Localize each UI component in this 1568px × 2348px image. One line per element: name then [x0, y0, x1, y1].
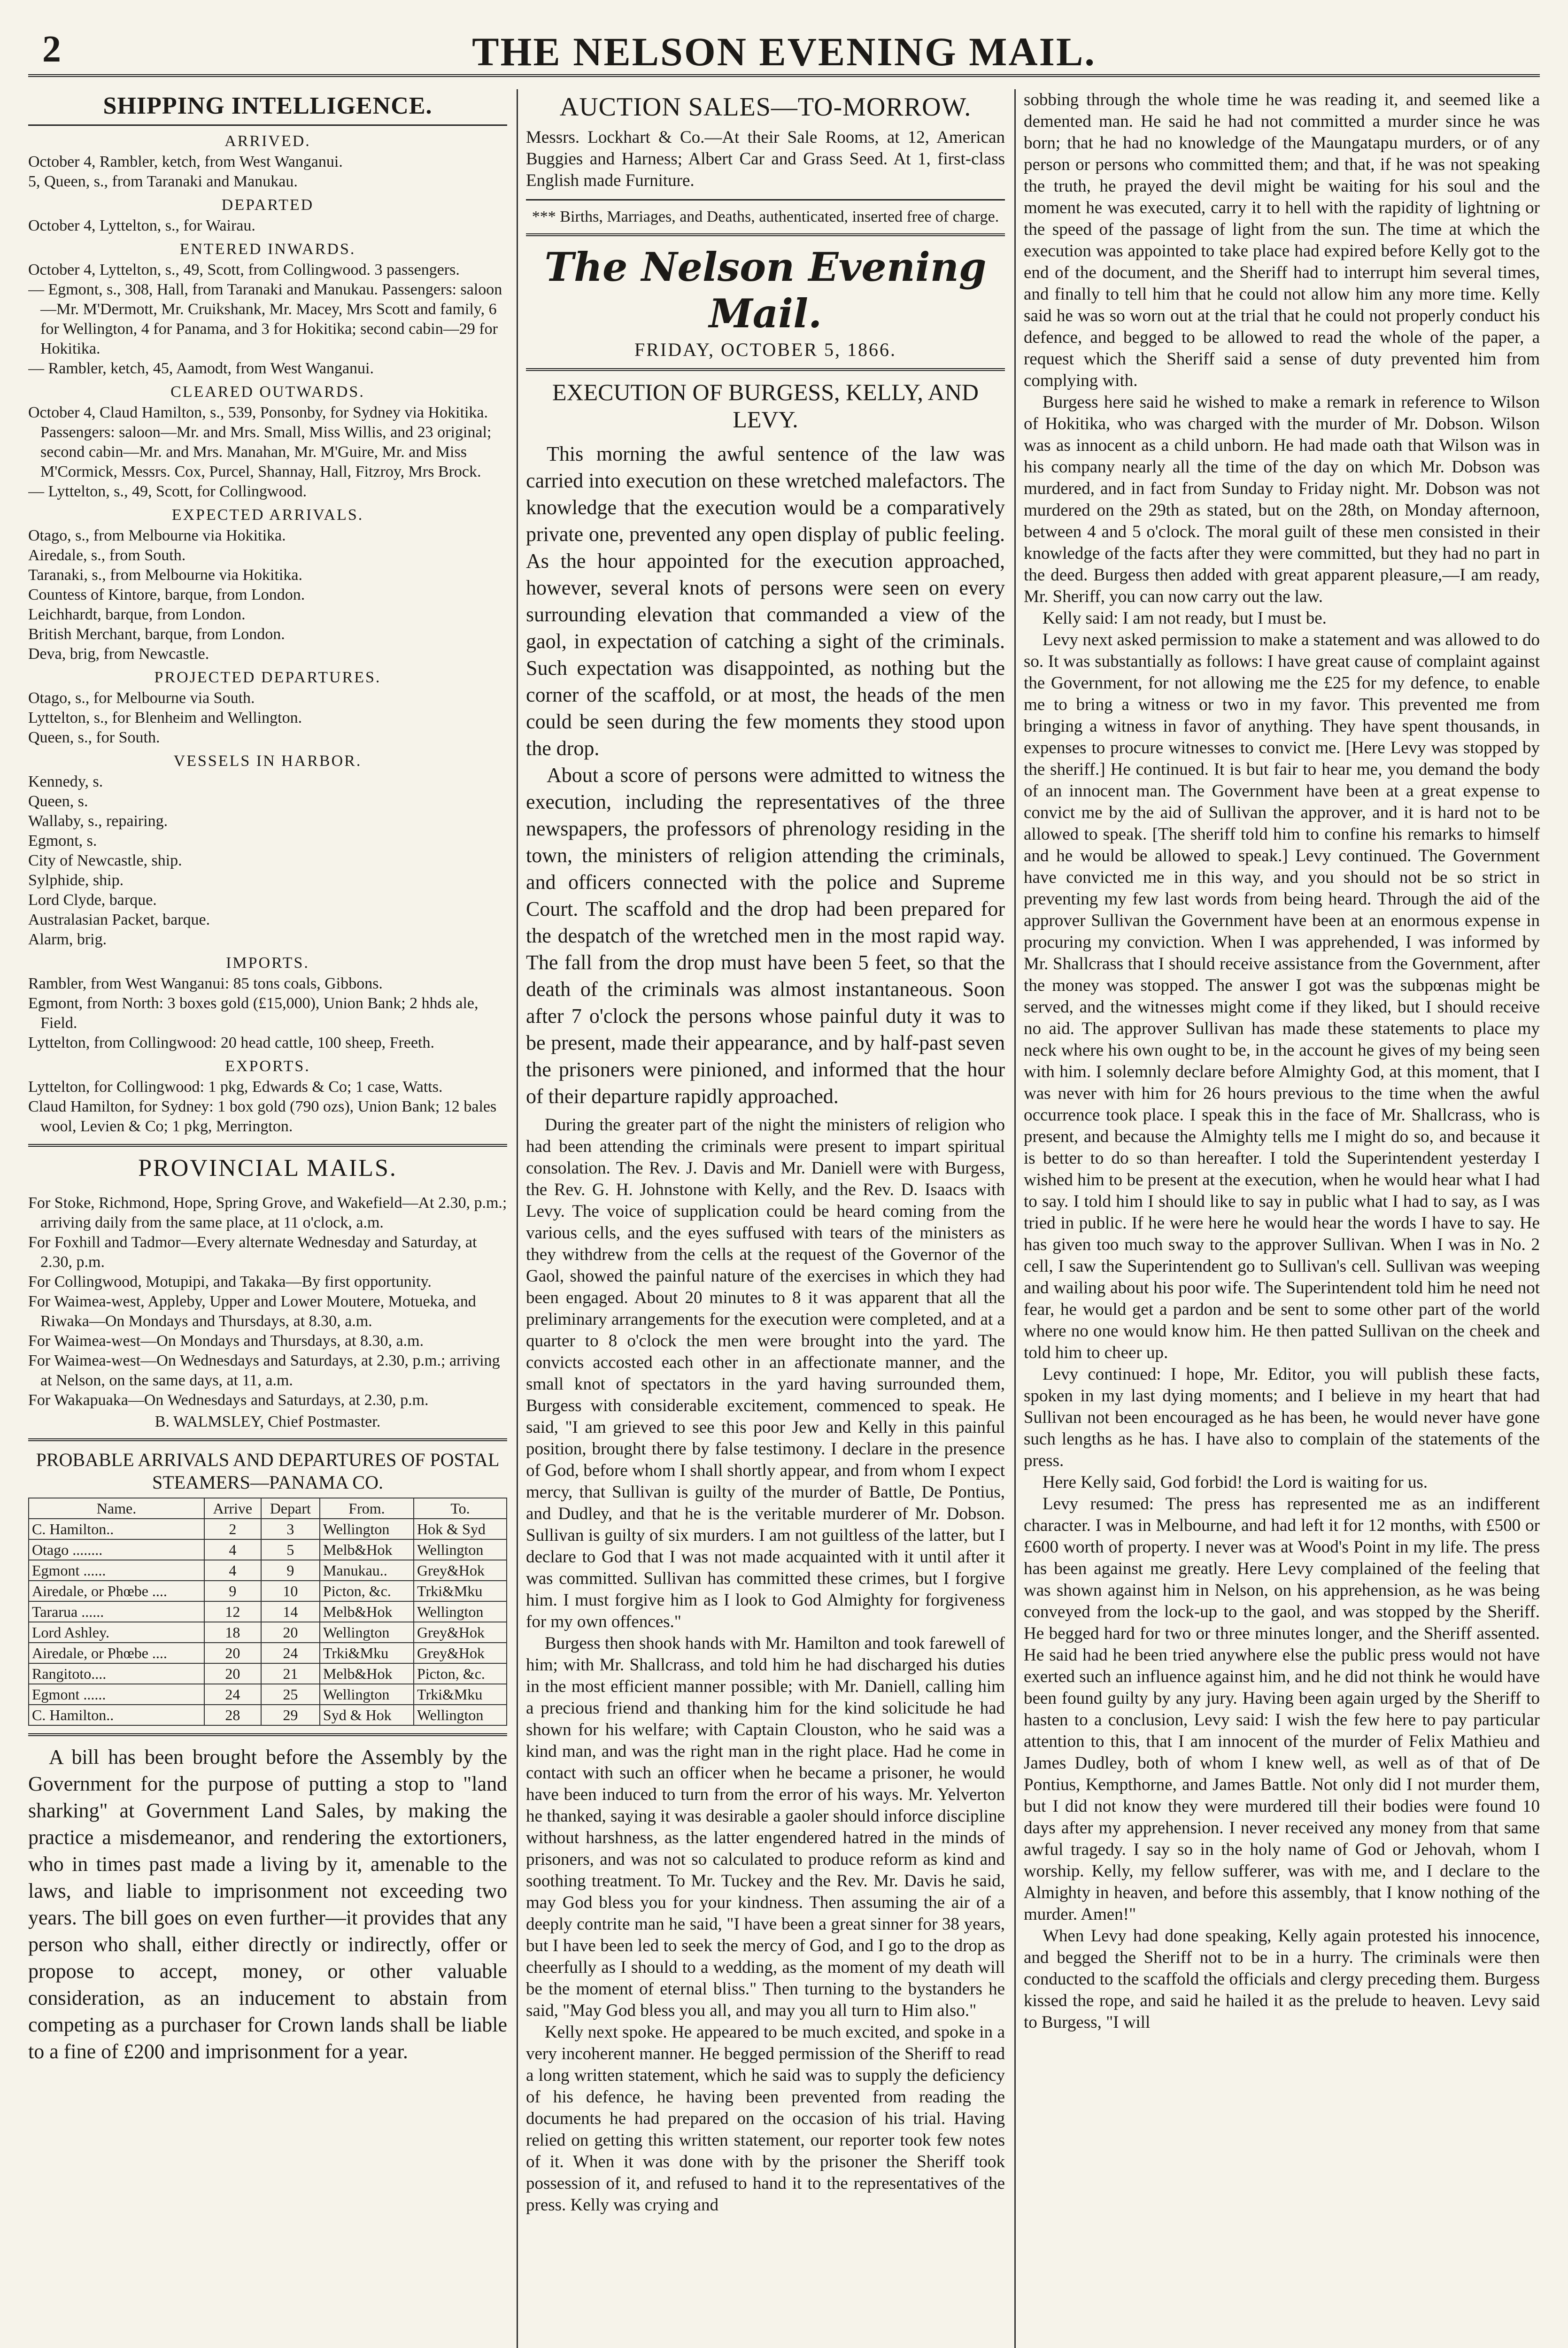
shipping-subheading: CLEARED OUTWARDS.: [170, 383, 365, 401]
mail-entry: For Collingwood, Motupipi, and Takaka—By first opportunity.: [28, 1273, 432, 1290]
table-cell: Grey&Hok: [414, 1560, 507, 1581]
shipping-entry: Queen, s.: [28, 793, 88, 810]
table-header: To.: [414, 1498, 507, 1519]
table-row: [29, 1705, 507, 1725]
mails-list: [28, 1193, 507, 1410]
shipping-entry: — Rambler, ketch, 45, Aamodt, from West Wanganui.: [28, 360, 374, 377]
article-paragraph: Kelly said: I am not ready, but I must be.: [1043, 609, 1327, 628]
postmaster: B. WALMSLEY, Chief Postmaster.: [154, 1413, 381, 1430]
section-divider: [28, 1144, 507, 1147]
arrivals-table-title: PROBABLE ARRIVALS AND DEPARTURES OF POSTAL STEAMERS—PANAMA CO.: [36, 1449, 500, 1493]
shipping-entry: Egmont, from North: 3 boxes gold (£15,000), Union Bank; 2 hhds ale, Field.: [28, 995, 479, 1032]
table-cell: Otago ........: [29, 1539, 204, 1560]
article-paragraph: Levy resumed: The press has represented me as an indifferent character. I was in Melbourne, and had left it for 12 months, with £500 or £600 worth of property. I never was at Wood's Point in my life. The press has been against me greatly. Here Levy complained of the feeling that was shown against him in Nelson, on his apprehension, as he was being conveyed from the lock-up to the gaol, and was stopped by the Sheriff. He begged hard for two or three minutes longer, and the Sheriff assented. He said had he been tried anywhere else the public press would not have exerted such an influence against him, and he did not think he would have been found guilty by any jury. Having been again urged by the Sheriff to hasten to a conclusion, Levy said: I wish the few here to pay particular attention to this, that I am innocent of the murder of Felix Mathieu and James Dudley, both of whom I knew well, as well as of that of De Pontius, Kempthorne, and James Battle. Not only did I not murder them, but I did not know they were murdered till their bodies were found 10 days after my apprehension. I never received any money from that same awful tragedy. I say so in the holy name of God or Jehovah, whom I worship. Kelly, my fellow sufferer, was with me, and I declare to the Almighty in heaven, and before this assembly, that I know nothing of the murder. Amen!": [1024, 1494, 1540, 1924]
masthead-title: THE NELSON EVENING MAIL.: [472, 29, 1096, 74]
table-row: [29, 1601, 507, 1622]
table-header: Arrive: [204, 1498, 261, 1519]
table-cell: Egmont ......: [29, 1684, 204, 1705]
table-cell: 20: [261, 1622, 320, 1643]
table-cell: Grey&Hok: [414, 1622, 507, 1643]
table-cell: Hok & Syd: [414, 1519, 507, 1539]
shipping-entry: City of Newcastle, ship.: [28, 852, 182, 869]
mail-entry: For Stoke, Richmond, Hope, Spring Grove, and Wakefield—At 2.30, p.m.; arriving daily from the same place, at 11 o'clock, a.m.: [28, 1194, 507, 1231]
section-divider: [526, 368, 1005, 371]
shipping-entry: Otago, s., for Melbourne via South.: [28, 689, 255, 707]
shipping-entry: Alarm, brig.: [28, 931, 107, 948]
table-cell: 2: [204, 1519, 261, 1539]
shipping-entry: Countess of Kintore, barque, from London.: [28, 586, 305, 603]
table-cell: 5: [261, 1539, 320, 1560]
land-sharking-article: A bill has been brought before the Assembly by the Government for the purpose of putting a stop to "land sharking" at Government Land Sales, by making the practice a misdemeanor, and rendering the extortioners, who in times past made a living by it, amenable to the laws, and liable to imprisonment not exceeding two years. The bill goes on even further—it provides that any person who shall, either directly or indirectly, offer or propose to accept, money, or other valuable consideration, as an inducement to abstain from competing as a purchaser for Crown lands shall be liable to a fine of £200 and imprisonment for a year.: [28, 1746, 507, 2063]
table-cell: Syd & Hok: [320, 1705, 414, 1725]
shipping-entry: October 4, Claud Hamilton, s., 539, Ponsonby, for Sydney via Hokitika. Passengers: saloon—Mr. and Mrs. Small, Miss Willis, and 23 original; second cabin—Mr. and Mrs. Manahan, Mr. M'Guire, Mr. and Miss M'Cormick, Messrs. Cox, Purcel, Shannay, Hall, Fitzroy, Mrs Brock.: [28, 404, 492, 480]
shipping-subheading: ARRIVED.: [224, 132, 311, 150]
column-divider: [1014, 89, 1016, 2348]
table-cell: Melb&Hok: [320, 1663, 414, 1684]
shipping-entry: Otago, s., from Melbourne via Hokitika.: [28, 527, 286, 544]
article-paragraph: When Levy had done speaking, Kelly again protested his innocence, and begged the Sheriff not to be in a hurry. The criminals were then conducted to the scaffold the officials and clergy preceding them. Burgess kissed the rope, and said he hailed it as the prelude to heaven. Levy said to Burgess, "I will: [1024, 1926, 1540, 2032]
shipping-entry: October 4, Rambler, ketch, from West Wanganui.: [28, 153, 343, 170]
table-cell: 9: [204, 1581, 261, 1601]
table-cell: Melb&Hok: [320, 1539, 414, 1560]
shipping-entry: British Merchant, barque, from London.: [28, 626, 285, 643]
table-cell: 28: [204, 1705, 261, 1725]
shipping-entry: October 4, Lyttelton, s., for Wairau.: [28, 217, 255, 234]
shipping-entry: Australasian Packet, barque.: [28, 911, 210, 928]
table-cell: Picton, &c.: [320, 1581, 414, 1601]
shipping-subheading: EXPECTED ARRIVALS.: [171, 506, 364, 524]
auction-title: AUCTION SALES—TO-MORROW.: [559, 93, 972, 122]
table-cell: Rangitoto....: [29, 1663, 204, 1684]
article-paragraph: During the greater part of the night the ministers of religion who had been attending the criminals were present to impart spiritual consolation. The Rev. J. Davis and Mr. Daniell were with Burgess, the Rev. G. H. Johnstone with Kelly, and the Rev. D. Isaacs with Levy. The voice of supplication could be heard coming from the various cells, and the eyes suffused with tears of the ministers as they withdrew from the cells at the request of the Governor of the Gaol, showed the painful nature of the exercises in which they had been engaged. About 20 minutes to 8 it was apparent that all the preliminary arrangements for the execution were completed, and at a quarter to 8 o'clock the men were brought into the yard. The convicts accosted each other in an affectionate manner, and the small knot of spectators in the yard having surrounded them, Burgess with considerable excitement, commenced to speak. He said, "I am grieved to see this poor Jew and Kelly in this painful position, brought there by false testimony. I declare in the presence of God, before whom I shall shortly appear, and from whom I expect mercy, that Sullivan is guilty of the murder of Battle, De Pontius, and Dudley, and that he is the veritable murderer of Mr. Dobson. Sullivan is guilty of six murders. I am not guiltless of the latter, but I declare to God that I was not made acquainted with it until after it was committed. Sullivan has committed these crimes, but I forgive him. I must forgive him as I look to God Almighty for forgiveness for my own offences.": [526, 1115, 1005, 1631]
mail-entry: For Foxhill and Tadmor—Every alternate Wednesday and Saturday, at 2.30, p.m.: [28, 1234, 477, 1271]
table-row: [29, 1643, 507, 1663]
shipping-entry: — Lyttelton, s., 49, Scott, for Collingwood.: [28, 483, 307, 500]
shipping-subheading: PROJECTED DEPARTURES.: [154, 669, 381, 686]
article-paragraph: Kelly next spoke. He appeared to be much excited, and spoke in a very incoherent manner. He begged permission of the Sheriff to read a long written statement, which he said was to supply the deficiency of his defence, he having been prevented from reading the documents he had prepared on the occasion of his trial. Having relied on getting this written statement, our reporter took few notes of it. When it was done with by the prisoner the Sheriff took possession of it, and refused to hand it to the representatives of the press. Kelly was crying and: [526, 2023, 1005, 2215]
mail-entry: For Waimea-west—On Mondays and Thursdays, at 8.30, a.m.: [28, 1332, 424, 1350]
table-cell: Airedale, or Phœbe ....: [29, 1581, 204, 1601]
table-cell: Manukau..: [320, 1560, 414, 1581]
table-cell: 21: [261, 1663, 320, 1684]
table-cell: 4: [204, 1539, 261, 1560]
notice: *** Births, Marriages, and Deaths, authenticated, inserted free of charge.: [532, 208, 999, 225]
shipping-entry: Lyttelton, s., for Blenheim and Wellington.: [28, 709, 302, 726]
section-divider: [526, 233, 1005, 236]
shipping-subheading: DEPARTED: [221, 196, 314, 214]
section-divider: [526, 199, 1005, 201]
table-header-row: [29, 1498, 507, 1519]
execution-article-column-3: [1024, 89, 1540, 2033]
table-cell: 9: [261, 1560, 320, 1581]
table-cell: 4: [204, 1560, 261, 1581]
table-cell: Tararua ......: [29, 1601, 204, 1622]
mail-entry: For Wakapuaka—On Wednesdays and Saturdays, at 2.30, p.m.: [28, 1391, 429, 1409]
article-paragraph: About a score of persons were admitted to witness the execution, including the representatives of the three newspapers, the professors of phrenology residing in the town, the ministers of religion attending the criminals, and officers connected with the police and Supreme Court. The scaffold and the drop had been prepared for the despatch of the wretched men in the most rapid way. The fall from the drop must have been 5 feet, so that the death of the criminals was almost instantaneous. Soon after 7 o'clock the persons whose painful duty it was to be present, made their appearance, and by half-past seven the prisoners were pinioned, and informed that the hour of their departure rapidly approached.: [526, 764, 1005, 1108]
column-3: [1024, 89, 1540, 2348]
table-cell: Wellington: [320, 1622, 414, 1643]
article-paragraph: Burgess then shook hands with Mr. Hamilton and took farewell of him; with Mr. Shallcrass, and told him he had discharged his duties in the most efficient manner possible; with Mr. Daniell, calling him a precious friend and thanking him for the kind solicitude he had shown for his welfare; with Captain Clouston, who he said was a kind man, and was the right man in the right place. Had he come in contact with such an officer when he became a prisoner, he would have been induced to turn from the error of his ways. Mr. Yelverton he thanked, saying it was desirable a gaoler should inforce discipline without harshness, as the latter engendered hatred in the minds of prisoners, and was not so calculated to produce reform as kind and soothing treatment. To Mr. Tuckey and the Rev. Mr. Davis he said, may God bless you for your kindness. Then assuming the air of a deeply contrite man he said, "I have been a great sinner for 38 years, but I have been led to seek the mercy of God, and I go to the drop as cheerfully as I should to a wedding, as the moment of my death will be the moment of eternal bliss." Then turning to the bystanders he said, "May God bless you all, and may you all turn to Him also.": [526, 1634, 1005, 2020]
mails-title: PROVINCIAL MAILS.: [138, 1155, 397, 1182]
table-cell: 25: [261, 1684, 320, 1705]
shipping-title: SHIPPING INTELLIGENCE.: [28, 92, 507, 126]
shipping-entry: Sylphide, ship.: [28, 872, 124, 889]
shipping-entry: Leichhardt, barque, from London.: [28, 606, 246, 623]
arrivals-table: [28, 1498, 507, 1726]
shipping-subheading: EXPORTS.: [225, 1058, 310, 1075]
table-cell: Trki&Mku: [320, 1643, 414, 1663]
table-cell: Egmont ......: [29, 1560, 204, 1581]
shipping-subheading: VESSELS IN HARBOR.: [173, 752, 362, 770]
table-cell: Wellington: [414, 1539, 507, 1560]
section-divider: [28, 1438, 507, 1441]
paper-title: The Nelson Evening Mail.: [544, 244, 987, 337]
shipping-entry: Kennedy, s.: [28, 773, 103, 790]
page-number: 2: [42, 29, 61, 70]
auction-text: Messrs. Lockhart & Co.—At their Sale Rooms, at 12, American Buggies and Harness; Albert Car and Grass Seed. At 1, first-class English made Furniture.: [526, 128, 1005, 190]
shipping-entry: Deva, brig, from Newcastle.: [28, 645, 209, 663]
table-cell: 20: [204, 1663, 261, 1684]
table-header: Name.: [29, 1498, 204, 1519]
table-row: [29, 1519, 507, 1539]
shipping-entry: Egmont, s.: [28, 832, 97, 850]
table-row: [29, 1684, 507, 1705]
table-cell: C. Hamilton..: [29, 1705, 204, 1725]
table-header: Depart: [261, 1498, 320, 1519]
mail-entry: For Waimea-west, Appleby, Upper and Lower Moutere, Motueka, and Riwaka—On Mondays and Thursdays, at 8.30, a.m.: [28, 1293, 476, 1330]
shipping-entry: Taranaki, s., from Melbourne via Hokitika.: [28, 566, 302, 584]
table-cell: 12: [204, 1601, 261, 1622]
shipping-entry: Lyttelton, for Collingwood: 1 pkg, Edwards & Co; 1 case, Watts.: [28, 1078, 443, 1096]
table-cell: Wellington: [414, 1601, 507, 1622]
table-header: From.: [320, 1498, 414, 1519]
table-cell: 20: [204, 1643, 261, 1663]
table-cell: Melb&Hok: [320, 1601, 414, 1622]
table-cell: Wellington: [414, 1705, 507, 1725]
table-row: [29, 1622, 507, 1643]
table-cell: C. Hamilton..: [29, 1519, 204, 1539]
table-row: [29, 1539, 507, 1560]
shipping-entry: 5, Queen, s., from Taranaki and Manukau.: [28, 173, 298, 190]
article-paragraph: Levy next asked permission to make a statement and was allowed to do so. It was substantially as follows: I have great cause of complaint against the Government, for not allowing me the £25 for my defence, to enable me to bring a witness or two in my favor. This prevented me from bringing a witness in favor of anything. They have spent thousands, in expenses to procure witnesses to convict me. [Here Levy was stopped by the sheriff.] He continued. It is but fair to hear me, you demand the body of an innocent man. The Government have been at a great expense to convict me by the aid of Sullivan the approver, and it is hard not to be allowed to speak. [The sheriff told him to confine his remarks to himself and he would be allowed to speak.] Levy continued. The Government have convicted me in this way, and you should not be so strict in preventing my few last words from being heard. Through the aid of the approver Sullivan the Government have been at an enormous expense in procuring my conviction. When I was apprehended, I was informed by Mr. Shallcrass that I should receive assistance from the Government, after the money was stopped. The answer I got was the subpœnas might be served, and the witnesses might come if they liked, but I should receive no aid. The approver Sullivan has made these statements to place my neck where his own ought to be, in the account he gives of my being seen with him. I solemnly declare before Almighty God, at this moment, that I was never with him for 26 hours previous to the time when the awful occurrence took place. I speak this in the face of Mr. Shallcrass, who is present, and because the Almighty tells me I might do so, and because it is better to do so than hereafter. I told the Superintendent yesterday I wished him to be present at the execution, when he would hear what I had to say. I told him I should like to say in public what I had to say, as I was tried in public. If he were here he would hear the words I have to say. He has given too much sway to the approver Sullivan. When I was in No. 2 cell, I saw the Superintendent go to Sullivan's cell. Sullivan was weeping and wailing about his poor wife. The Superintendent told him he need not fear, he would get a pardon and be sent to some other part of the world where no one would know him. He then patted Sullivan on the cheek and told him to cheer up.: [1024, 630, 1540, 1362]
column-divider: [517, 89, 518, 2348]
table-row: [29, 1560, 507, 1581]
shipping-sections: [28, 132, 507, 1136]
table-cell: 24: [261, 1643, 320, 1663]
table-row: [29, 1581, 507, 1601]
shipping-entry: Wallaby, s., repairing.: [28, 812, 168, 830]
article-paragraph: Levy continued: I hope, Mr. Editor, you will publish these facts, spoken in my last dying moments; and I believe in my heart that had Sullivan not been encouraged as he has been, he would never have gone such lengths as he has. I have also to complain of the statements of the press.: [1024, 1365, 1540, 1470]
article-paragraph: Burgess here said he wished to make a remark in reference to Wilson of Hokitika, who was charged with the murder of Mr. Dobson. Wilson was as innocent as a child unborn. He had made oath that Wilson was in his company nearly all the time of the day on which Mr. Dobson was murdered, and in fact from Sunday to Friday night. Mr. Dobson was not murdered on the 29th as stated, but on the 28th, on Monday afternoon, between 4 and 5 o'clock. The moral guilt of these men consisted in their knowledge of the facts after they were committed, but they had no part in the deed. Burgess then added with great apparent pleasure,—I am ready, Mr. Sheriff, you can now carry out the law.: [1024, 393, 1540, 606]
table-cell: 3: [261, 1519, 320, 1539]
column-1: [28, 89, 507, 2348]
section-divider: [28, 1733, 507, 1736]
table-cell: Grey&Hok: [414, 1643, 507, 1663]
shipping-entry: Rambler, from West Wanganui: 85 tons coals, Gibbons.: [28, 975, 383, 992]
shipping-entry: October 4, Lyttelton, s., 49, Scott, from Collingwood. 3 passengers.: [28, 261, 460, 278]
table-cell: Picton, &c.: [414, 1663, 507, 1684]
table-cell: Wellington: [320, 1684, 414, 1705]
execution-article-continued: [526, 1114, 1005, 2216]
shipping-subheading: IMPORTS.: [226, 954, 309, 972]
mail-entry: For Waimea-west—On Wednesdays and Saturdays, at 2.30, p.m.; arriving at Nelson, on the same days, at 11, a.m.: [28, 1352, 500, 1389]
table-cell: Lord Ashley.: [29, 1622, 204, 1643]
column-2: [526, 89, 1005, 2348]
shipping-subheading: ENTERED INWARDS.: [179, 240, 356, 258]
table-cell: 29: [261, 1705, 320, 1725]
execution-article: [526, 440, 1005, 1110]
table-cell: 18: [204, 1622, 261, 1643]
masthead: [28, 19, 1540, 74]
table-cell: Airedale, or Phœbe ....: [29, 1643, 204, 1663]
shipping-entry: Lord Clyde, barque.: [28, 891, 157, 909]
table-row: [29, 1663, 507, 1684]
shipping-entry: Lyttelton, from Collingwood: 20 head cattle, 100 sheep, Freeth.: [28, 1034, 434, 1051]
table-cell: Wellington: [320, 1519, 414, 1539]
masthead-rule: [28, 74, 1540, 77]
table-cell: Trki&Mku: [414, 1684, 507, 1705]
paper-date: FRIDAY, OCTOBER 5, 1866.: [634, 339, 897, 360]
execution-headline: EXECUTION OF BURGESS, KELLY, AND LEVY.: [552, 379, 979, 433]
table-cell: 14: [261, 1601, 320, 1622]
table-cell: 24: [204, 1684, 261, 1705]
shipping-entry: Airedale, s., from South.: [28, 547, 186, 564]
table-cell: Trki&Mku: [414, 1581, 507, 1601]
table-body: [29, 1519, 507, 1725]
article-paragraph: Here Kelly said, God forbid! the Lord is waiting for us.: [1043, 1473, 1428, 1492]
shipping-entry: Queen, s., for South.: [28, 729, 160, 746]
shipping-entry: Claud Hamilton, for Sydney: 1 box gold (790 ozs), Union Bank; 12 bales wool, Levien & Co; 1 pkg, Merrington.: [28, 1098, 497, 1135]
article-paragraph: This morning the awful sentence of the law was carried into execution on these wretched malefactors. The knowledge that the execution would be a comparatively private one, prevented any open display of public feeling. As the hour appointed for the execution approached, however, several knots of persons were seen on every surrounding elevation that commanded a view of the gaol, in expectation of catching a sight of the criminals. Such expectation was disappointed, as nothing but the corner of the scaffold, or at most, the heads of the men could be seen during the few moments they stood upon the drop.: [526, 442, 1005, 760]
shipping-entry: — Egmont, s., 308, Hall, from Taranaki and Manukau. Passengers: saloon—Mr. M'Dermott, Mr. Cruikshank, Mr. Macey, Mrs Scott and family, 6 for Wellington, 4 for Panama, and 3 for Hokitika; second cabin—29 for Hokitika.: [28, 281, 502, 357]
article-paragraph: sobbing through the whole time he was reading it, and seemed like a demented man. He said he had not committed a murder since he was born; that he had no knowledge of the Maungatapu murders, or of any person or persons who committed them; and that, if he was not speaking the truth, he prayed the devil might be waiting for his soul and the moment he was executed, carry it to hell with the rapidity of lightning or the speed of the passage of light from the sun. The time at which the execution was appointed to take place had expired before Kelly got to the end of the document, and the Sheriff had to interrupt him several times, and finally to tell him that he could not allow him any more time. Kelly said he was so worn out at the trial that he could not properly conduct his defence, and begged to be allowed to read the whole of the paper, a request which the Sheriff said a sense of duty prevented him from complying with.: [1024, 90, 1540, 390]
table-cell: 10: [261, 1581, 320, 1601]
